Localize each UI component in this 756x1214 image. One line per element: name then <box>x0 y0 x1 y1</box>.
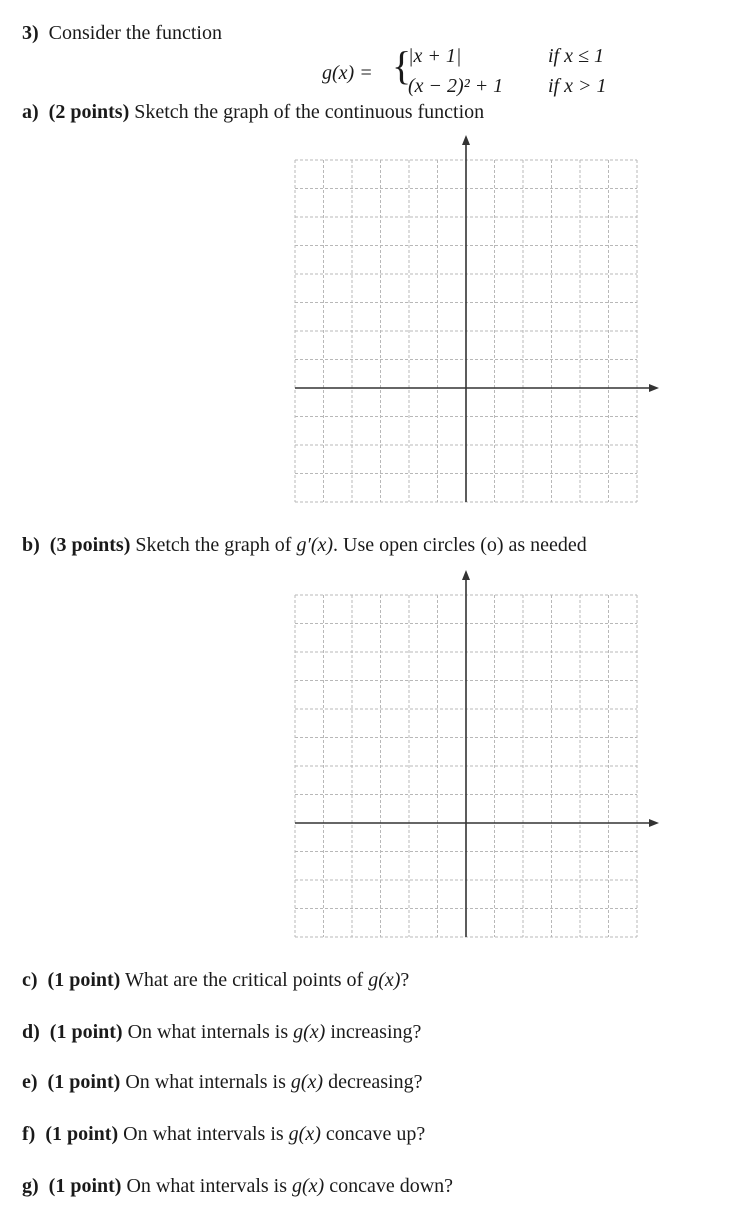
part-text: On what intervals is <box>126 1175 292 1197</box>
part-math: g(x) <box>292 1175 325 1197</box>
part-label: f) <box>22 1123 36 1145</box>
part-math: g′(x) <box>296 534 334 556</box>
part-label: c) <box>22 969 38 991</box>
part-math: g(x) <box>288 1123 321 1145</box>
part-points: (2 points) <box>48 101 130 123</box>
case1-expression: |x + 1| <box>408 45 462 67</box>
piecewise-brace: { <box>392 43 412 88</box>
part-text-end: . Use open circles (o) as needed <box>333 534 587 556</box>
y-axis-arrow <box>462 570 470 580</box>
problem-header <box>22 22 222 45</box>
part-text: On what internals is <box>125 1071 291 1093</box>
part-b <box>22 534 587 557</box>
part-text: On what intervals is <box>123 1123 289 1145</box>
part-text: What are the critical points of <box>124 969 369 991</box>
part-label: d) <box>22 1021 40 1043</box>
part-math: g(x) <box>293 1021 326 1043</box>
blank-graph-grid-a[interactable] <box>285 125 670 510</box>
part-text-end: ? <box>400 969 410 991</box>
part-label: b) <box>22 534 40 556</box>
part-label: g) <box>22 1175 39 1197</box>
problem-number: 3) <box>22 22 39 44</box>
part-g <box>22 1175 453 1198</box>
part-points: (1 point) <box>47 969 121 991</box>
part-points: (1 point) <box>48 1175 122 1197</box>
part-text: Sketch the graph of the continuous function <box>134 101 485 123</box>
part-text-end: concave up? <box>320 1123 426 1145</box>
part-points: (1 point) <box>45 1123 119 1145</box>
function-name: g(x) = <box>322 62 373 84</box>
part-math: g(x) <box>290 1071 324 1093</box>
case2-condition: if x > 1 <box>548 75 607 97</box>
part-text-end: concave down? <box>324 1175 454 1197</box>
case2-expression: (x − 2)² + 1 <box>408 75 504 97</box>
part-text-end: increasing? <box>325 1021 422 1043</box>
x-axis-arrow <box>649 819 659 827</box>
problem-intro: Consider the function <box>48 22 222 44</box>
part-text-end: decreasing? <box>323 1071 423 1093</box>
part-points: (3 points) <box>49 534 131 556</box>
y-axis-arrow <box>462 135 470 145</box>
blank-graph-grid-b[interactable] <box>285 560 670 945</box>
part-e <box>22 1071 422 1094</box>
case1-condition: if x ≤ 1 <box>548 45 604 67</box>
part-label: a) <box>22 101 39 123</box>
part-label: e) <box>22 1071 38 1093</box>
part-math: g(x) <box>368 969 401 991</box>
part-a <box>22 101 484 124</box>
part-points: (1 point) <box>47 1071 121 1093</box>
part-c <box>22 969 409 992</box>
part-points: (1 point) <box>49 1021 123 1043</box>
part-f <box>22 1123 425 1146</box>
x-axis-arrow <box>649 384 659 392</box>
part-text: Sketch the graph of <box>135 534 297 556</box>
part-d <box>22 1021 421 1044</box>
part-text: On what internals is <box>127 1021 294 1043</box>
